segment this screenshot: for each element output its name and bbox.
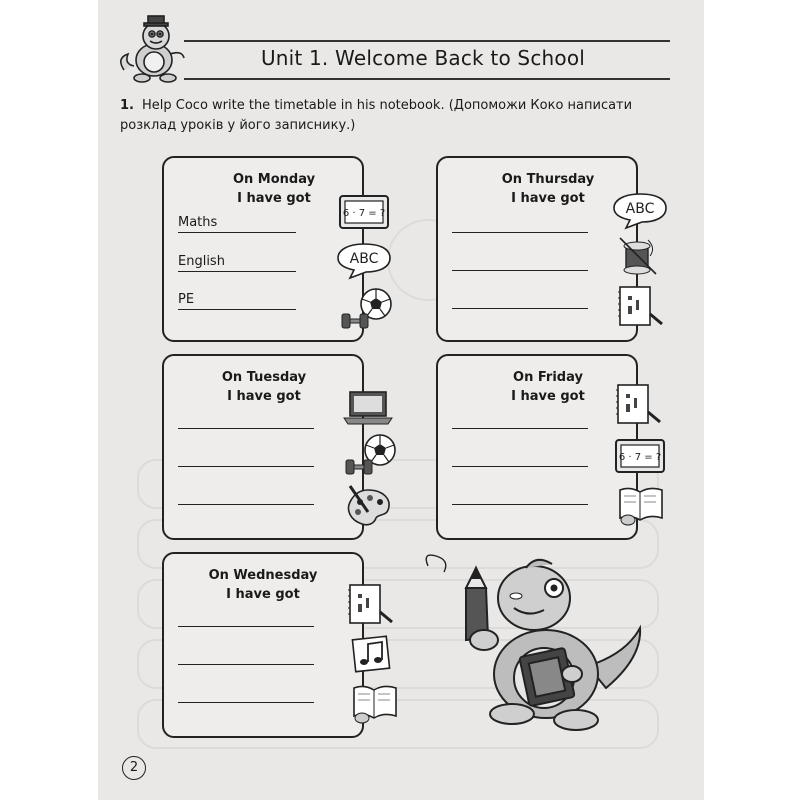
answer-line[interactable] bbox=[452, 466, 588, 467]
coco-dinosaur-icon bbox=[416, 548, 656, 738]
card-heading-have: I have got bbox=[226, 587, 300, 602]
day-card-tuesday bbox=[162, 354, 364, 540]
title-rule-top bbox=[184, 40, 670, 42]
answer-line[interactable] bbox=[178, 504, 314, 505]
laptop-icon bbox=[342, 388, 394, 426]
timetable-entry[interactable]: English bbox=[178, 254, 225, 269]
day-card-monday bbox=[162, 156, 364, 342]
card-heading bbox=[478, 170, 618, 208]
timetable-entry[interactable]: PE bbox=[178, 292, 195, 307]
abc-text: ABC bbox=[625, 201, 655, 217]
notebook-pencil-icon bbox=[614, 382, 664, 428]
answer-line[interactable] bbox=[452, 308, 588, 309]
day-card-thursday bbox=[436, 156, 638, 342]
ball-dumbbell-icon bbox=[338, 286, 394, 332]
answer-line[interactable] bbox=[452, 428, 588, 429]
card-heading-have: I have got bbox=[511, 389, 585, 404]
board-text: 6 · 7 = ? bbox=[342, 208, 386, 219]
card-heading bbox=[188, 566, 338, 604]
answer-line[interactable] bbox=[452, 232, 588, 233]
day-card-wednesday bbox=[162, 552, 364, 738]
timetable-entry[interactable]: Maths bbox=[178, 215, 218, 230]
ball-dumbbell-icon bbox=[342, 432, 398, 478]
palette-brush-icon bbox=[342, 484, 394, 528]
answer-line[interactable] bbox=[178, 702, 314, 703]
task-number: 1. bbox=[120, 98, 134, 113]
open-book-icon bbox=[616, 482, 666, 526]
thread-needle-icon bbox=[616, 234, 662, 278]
task-text: Help Coco write the timetable in his notebook. (Допоможи Коко написати розклад уроків у його записнику.) bbox=[120, 98, 633, 133]
answer-line[interactable] bbox=[452, 270, 588, 271]
abc-text: ABC bbox=[349, 251, 379, 267]
task-instruction bbox=[120, 96, 680, 136]
card-heading bbox=[478, 368, 618, 406]
card-heading-day: On Wednesday bbox=[208, 568, 318, 583]
card-heading-day: On Monday bbox=[232, 172, 316, 187]
abc-bubble-icon bbox=[336, 242, 392, 280]
answer-line[interactable] bbox=[178, 664, 314, 665]
page-number: 2 bbox=[122, 756, 146, 780]
coco-mascot-small-icon bbox=[114, 10, 194, 86]
card-heading bbox=[194, 368, 334, 406]
page-title: Unit 1. Welcome Back to School bbox=[260, 46, 586, 70]
card-heading-day: On Friday bbox=[513, 370, 583, 385]
answer-line[interactable] bbox=[178, 271, 296, 272]
notebook-pencil-icon bbox=[346, 582, 396, 628]
answer-line[interactable] bbox=[178, 309, 296, 310]
abc-bubble-icon bbox=[612, 192, 668, 230]
board-text: 6 · 7 = ? bbox=[618, 452, 662, 463]
maths-board-icon bbox=[614, 438, 666, 474]
answer-line[interactable] bbox=[178, 466, 314, 467]
music-note-icon bbox=[350, 634, 394, 674]
title-rule-bottom bbox=[184, 78, 670, 80]
answer-line[interactable] bbox=[178, 428, 314, 429]
answer-line[interactable] bbox=[452, 504, 588, 505]
open-book-icon bbox=[350, 680, 400, 724]
answer-line[interactable] bbox=[178, 232, 296, 233]
notebook-pencil-icon bbox=[616, 284, 666, 330]
workbook-page bbox=[98, 0, 704, 800]
day-card-friday bbox=[436, 354, 638, 540]
card-heading-day: On Thursday bbox=[501, 172, 595, 187]
answer-line[interactable] bbox=[178, 626, 314, 627]
card-heading-have: I have got bbox=[511, 191, 585, 206]
card-heading-have: I have got bbox=[237, 191, 311, 206]
maths-board-icon bbox=[338, 194, 390, 230]
card-heading-have: I have got bbox=[227, 389, 301, 404]
card-heading-day: On Tuesday bbox=[221, 370, 307, 385]
card-heading bbox=[204, 170, 344, 208]
